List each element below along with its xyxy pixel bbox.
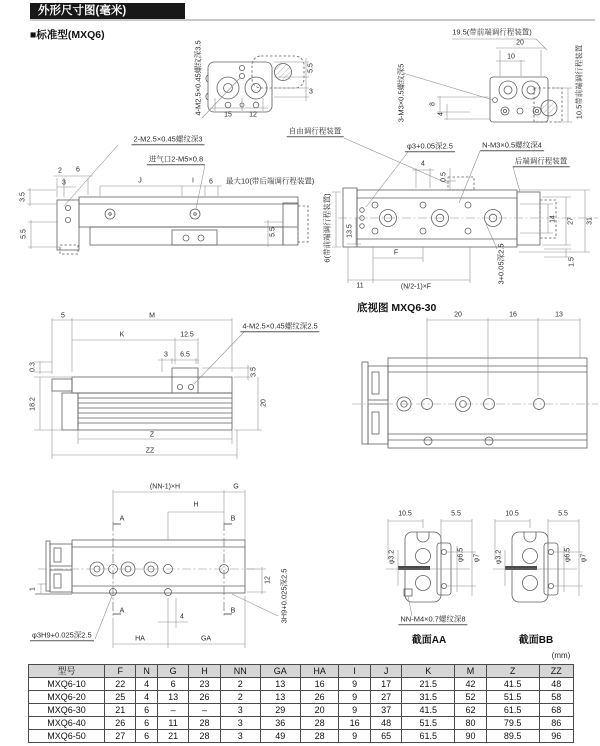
value-cell: 51.5: [486, 691, 539, 704]
value-cell: 16: [339, 717, 370, 730]
dim-14: 14: [549, 215, 557, 223]
col-header: Z: [486, 665, 539, 678]
bb-phi-3-2: φ3.2: [495, 549, 503, 565]
phi3-hole-note: φ3+0.05深2.5: [407, 141, 453, 151]
tol-3h9-note: 3H9+0.025深2.5: [279, 568, 289, 624]
dim-I: I: [192, 177, 194, 185]
section-a-marker-top: A: [119, 515, 125, 523]
value-cell: 9: [339, 691, 370, 704]
dim-H: H: [193, 501, 199, 509]
value-cell: 6: [136, 704, 157, 717]
value-cell: 48: [539, 678, 573, 691]
col-header: N: [136, 665, 157, 678]
unit-note: (mm): [551, 651, 571, 660]
dim-10: 10: [507, 53, 515, 61]
dim-G: G: [233, 483, 239, 491]
thread-note-m3: 3-M3×0.5螺纹深5: [396, 63, 406, 123]
value-cell: 3: [220, 730, 260, 743]
value-cell: 28: [189, 717, 220, 730]
value-cell: 28: [300, 717, 339, 730]
value-cell: 27: [105, 730, 136, 743]
dim-F: F: [393, 249, 399, 257]
value-cell: 41.5: [402, 704, 455, 717]
model-cell: MXQ6-20: [29, 691, 105, 704]
value-cell: 3: [220, 704, 260, 717]
dim-5-5-left: 5.5: [20, 229, 28, 239]
aa-dim-10-5: 10.5: [398, 510, 412, 518]
dim-3b: 3: [62, 179, 66, 187]
value-cell: 80: [455, 717, 486, 730]
dim-K: K: [119, 331, 125, 339]
value-cell: 27: [370, 691, 401, 704]
value-cell: 6: [136, 730, 157, 743]
col-header: H: [189, 665, 220, 678]
section-b-mar ker-bottom: B: [230, 607, 236, 615]
value-cell: 3: [220, 717, 260, 730]
value-cell: 22: [105, 678, 136, 691]
model-cell: MXQ6-40: [29, 717, 105, 730]
value-cell: 68: [539, 704, 573, 717]
dim-M: M: [149, 312, 155, 320]
dim-1: 1: [29, 587, 37, 591]
value-cell: 48: [370, 717, 401, 730]
value-cell: 25: [105, 691, 136, 704]
col-header: ZZ: [539, 665, 573, 678]
value-cell: 36: [260, 717, 300, 730]
table-header-row: [29, 665, 574, 678]
max10-rear-note: 最大10(带后端调行程装置): [226, 176, 315, 186]
dim-13: 13: [555, 311, 563, 319]
col-header: G: [157, 665, 188, 678]
thread-note-2-m25: 2-M2.5×0.45螺纹深3: [133, 134, 203, 144]
bb-phi-7: φ7: [580, 553, 588, 563]
col-header: M: [455, 665, 486, 678]
value-cell: 4: [136, 678, 157, 691]
dim-3: 3: [309, 88, 313, 96]
dim-5-5-right: 5.5: [269, 227, 277, 237]
value-cell: –: [189, 704, 220, 717]
value-cell: 21: [105, 704, 136, 717]
value-cell: 23: [189, 678, 220, 691]
value-cell: 9: [339, 704, 370, 717]
dim-31: 31: [586, 217, 594, 225]
bb-dim-5-5: 5.5: [558, 510, 568, 518]
dim-11: 11: [356, 282, 364, 290]
value-cell: 21: [157, 730, 188, 743]
value-cell: 26: [300, 691, 339, 704]
thread-note-4-m25: 4-M2.5×0.45螺纹深2.5: [242, 321, 318, 331]
col-header: 型号: [29, 665, 105, 678]
value-cell: 52: [455, 691, 486, 704]
aa-phi-7: φ7: [473, 553, 481, 563]
thread-note-top-view: 4-M2.5×0.45螺纹深3.5: [193, 40, 203, 116]
value-cell: 21.5: [402, 678, 455, 691]
value-cell: 90: [455, 730, 486, 743]
value-cell: 28: [189, 730, 220, 743]
value-cell: 2: [220, 678, 260, 691]
value-cell: 96: [539, 730, 573, 743]
value-cell: –: [157, 704, 188, 717]
dim-nn1xH: (NN-1)×H: [149, 483, 181, 491]
dim-12-5: 12.5: [180, 331, 194, 339]
side-adjuster-note: 10.5带前端调行程装置: [574, 44, 584, 120]
value-cell: 61.5: [402, 730, 455, 743]
free-adjuster-note: 自由调行程装置: [288, 126, 342, 136]
value-cell: 89.5: [486, 730, 539, 743]
nn-m4-thread-note: NN-M4×0.7螺纹深8: [400, 614, 466, 624]
value-cell: 51.5: [402, 717, 455, 730]
rear-adjuster-note: 后端调行程装置: [514, 156, 568, 166]
col-header: F: [105, 665, 136, 678]
dim-n2-1xF: (N/2-1)×F: [400, 283, 432, 291]
section-b-marker-top: B: [230, 515, 236, 523]
page-title: 外形尺寸图(毫米): [30, 3, 185, 20]
col-header: K: [402, 665, 455, 678]
value-cell: 86: [539, 717, 573, 730]
dim-2: 2: [58, 167, 62, 175]
air-port-note: 进气口2-M5×0.8: [148, 154, 204, 164]
value-cell: 65: [370, 730, 401, 743]
model-cell: MXQ6-30: [29, 704, 105, 717]
value-cell: 17: [370, 678, 401, 691]
dim-27: 27: [567, 217, 575, 225]
dim-4c: 4: [180, 613, 184, 621]
dim-6-5: 6.5: [180, 351, 190, 359]
dim-Z: Z: [149, 431, 155, 439]
value-cell: 31.5: [402, 691, 455, 704]
bb-phi-6-5: φ6.5: [564, 547, 572, 563]
dim-4b: 4: [421, 160, 425, 168]
aa-dim-5-5: 5.5: [451, 510, 461, 518]
value-cell: 29: [260, 704, 300, 717]
dim-GA: GA: [200, 635, 212, 643]
value-cell: 11: [157, 717, 188, 730]
value-cell: 9: [339, 730, 370, 743]
dim-20: 20: [516, 39, 524, 47]
value-cell: 13: [157, 691, 188, 704]
dim-3c: 3: [164, 351, 168, 359]
dimensions-table: [28, 664, 574, 743]
table-row: [29, 717, 574, 730]
section-bb-label: 截面BB: [518, 635, 554, 646]
aa-phi-6-5: φ6.5: [457, 547, 465, 563]
tol-3-note: 3+0.05深2.5: [496, 243, 506, 285]
dim-13-5: 13.5: [346, 224, 354, 238]
dim-4: 4: [437, 112, 445, 116]
section-a-marker-bottom: A: [119, 607, 125, 615]
value-cell: 37: [370, 704, 401, 717]
col-header: J: [370, 665, 401, 678]
col-header: HA: [300, 665, 339, 678]
dim-18-2: 18.2: [29, 397, 37, 411]
table-row: [29, 730, 574, 743]
value-cell: 20: [300, 704, 339, 717]
value-cell: 49: [260, 730, 300, 743]
bb-dim-10-5: 10.5: [505, 510, 519, 518]
dim-6-top: 6: [76, 166, 80, 174]
dim-3-5b: 3.5: [250, 367, 258, 377]
dim-12: 12: [249, 111, 257, 119]
value-cell: 2: [220, 691, 260, 704]
dim-20c: 20: [260, 399, 268, 407]
value-cell: 41.5: [486, 678, 539, 691]
value-cell: 16: [300, 678, 339, 691]
bottom-view-title: 底视图 MXQ6-30: [357, 301, 437, 314]
dim-0-3: 0.3: [29, 362, 37, 372]
phi-3h9-note: φ3H9+0.025深2.5: [32, 630, 92, 640]
value-cell: 79.5: [486, 717, 539, 730]
col-header: I: [339, 665, 370, 678]
col-header: NN: [220, 665, 260, 678]
value-cell: 26: [105, 717, 136, 730]
table-row: [29, 704, 574, 717]
value-cell: 6: [136, 717, 157, 730]
dim-ZZ: ZZ: [145, 447, 155, 455]
col-header: GA: [260, 665, 300, 678]
front-adjuster-note: 19.5(带前端调行程装置): [452, 27, 532, 37]
table-row: [29, 691, 574, 704]
dim-16: 16: [509, 311, 517, 319]
value-cell: 9: [339, 678, 370, 691]
value-cell: 58: [539, 691, 573, 704]
value-cell: 26: [189, 691, 220, 704]
aa-phi-3-2: φ3.2: [388, 549, 396, 565]
dim-15: 15: [224, 111, 232, 119]
section-aa-label: 截面AA: [411, 635, 447, 646]
dim-8: 8: [429, 102, 437, 106]
dimensions-table-wrap: [28, 664, 574, 743]
n-m3-thread-note: N-M3×0.5螺纹深4: [482, 140, 542, 150]
dim-20b: 20: [454, 311, 462, 319]
dim-0-5: 0.5: [440, 172, 448, 182]
dim-5-5: 5.5: [307, 63, 315, 73]
value-cell: 13: [260, 678, 300, 691]
dim-12b: 12: [264, 576, 272, 584]
value-cell: 28: [300, 730, 339, 743]
value-cell: 4: [136, 691, 157, 704]
value-cell: 42: [455, 678, 486, 691]
dim-1-5: 1.5: [568, 257, 576, 267]
value-cell: 6: [157, 678, 188, 691]
front-6-note: 6(带前端调行程装置): [322, 193, 332, 263]
value-cell: 13: [260, 691, 300, 704]
value-cell: 61.5: [486, 704, 539, 717]
dim-J: J: [138, 177, 142, 185]
dim-3-5: 3.5: [19, 192, 27, 202]
dim-5: 5: [61, 312, 65, 320]
dim-HA: HA: [135, 635, 145, 643]
table-row: [29, 678, 574, 691]
dim-6: 6: [209, 178, 213, 186]
model-cell: MXQ6-50: [29, 730, 105, 743]
value-cell: 62: [455, 704, 486, 717]
model-subtitle: ■标准型(MXQ6): [30, 29, 105, 41]
model-cell: MXQ6-10: [29, 678, 105, 691]
